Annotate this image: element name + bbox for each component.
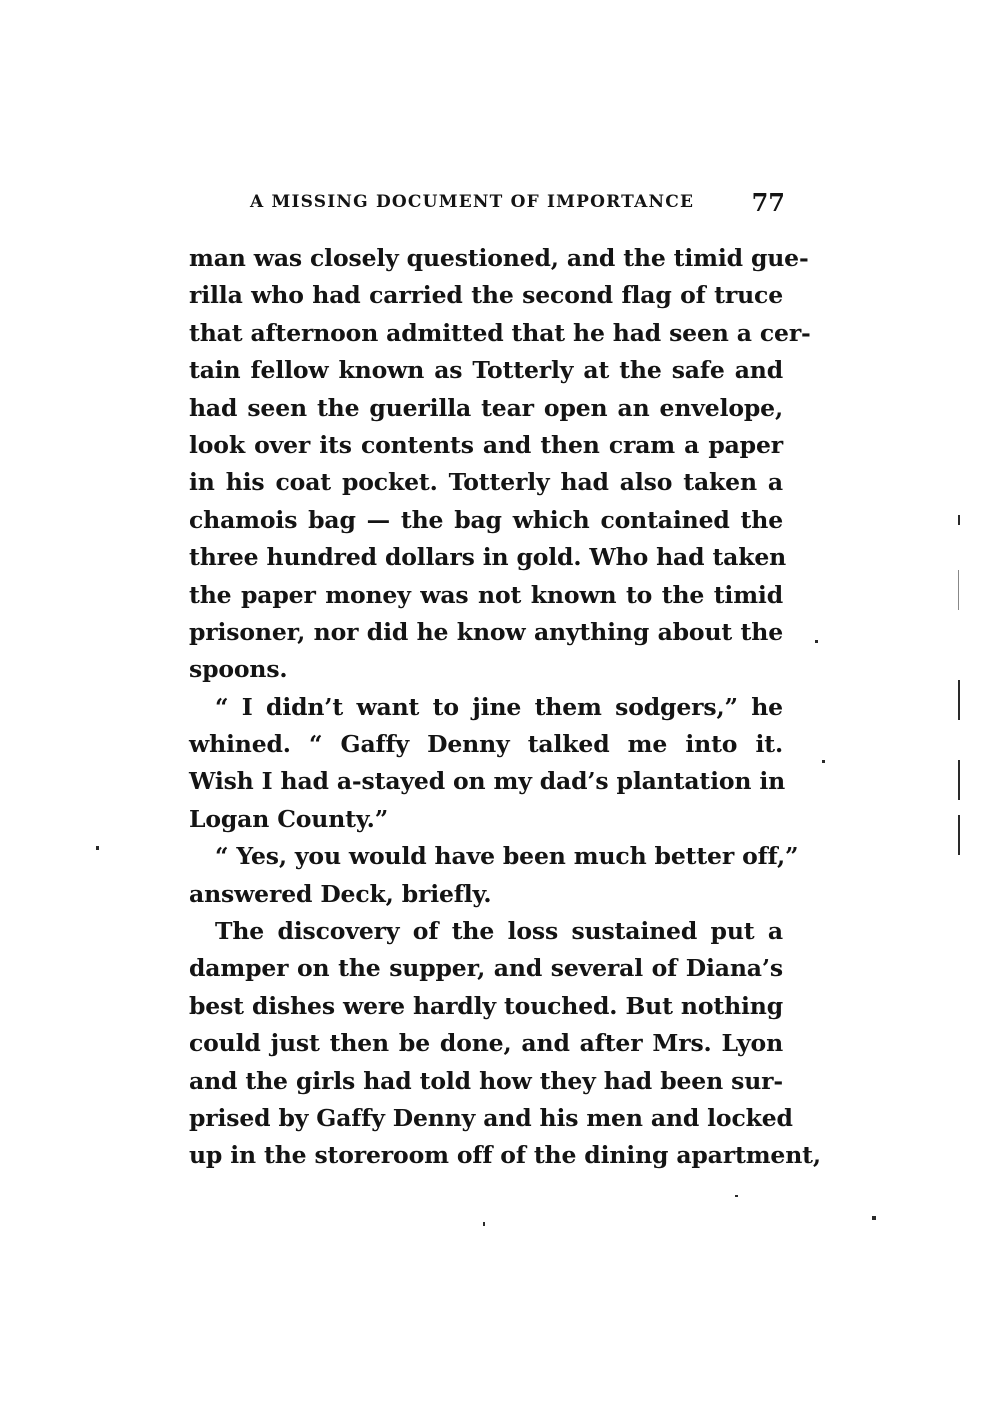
running-header <box>250 188 785 218</box>
running-title: A MISSING DOCUMENT OF IMPORTANCE <box>250 192 695 212</box>
text-line: chamois bag — the bag which contained the <box>189 505 783 534</box>
page-number: 77 <box>751 188 785 217</box>
text-line: three hundred dollars in gold. Who had taken <box>189 543 787 572</box>
text-line: look over its contents and then cram a paper <box>189 430 783 459</box>
text-line: whined. “ Gaffy Denny talked me into it. <box>189 730 783 759</box>
text-line: in his coat pocket. Totterly had also taken a <box>189 468 783 497</box>
text-line: could just then be done, and after Mrs. Lyon <box>189 1029 783 1058</box>
scan-speck <box>96 846 99 850</box>
text-line: had seen the guerilla tear open an envelope, <box>189 393 783 422</box>
scan-speck <box>958 680 960 720</box>
text-line: The discovery of the loss sustained put a <box>215 917 783 946</box>
text-line: “ Yes, you would have been much better off,” <box>215 842 799 871</box>
text-line: answered Deck, briefly. <box>189 879 492 908</box>
text-line: Logan County.” <box>189 804 389 833</box>
scan-speck <box>958 760 960 800</box>
text-line: Wish I had a-stayed on my dad’s plantation in <box>189 767 786 796</box>
scan-speck <box>815 640 818 643</box>
scan-speck <box>958 515 960 525</box>
text-line: that afternoon admitted that he had seen a cer- <box>189 318 811 347</box>
text-line: “ I didn’t want to jine them sodgers,” he <box>215 692 783 721</box>
text-line: and the girls had told how they had been sur- <box>189 1066 783 1095</box>
text-line: up in the storeroom off of the dining apartment, <box>189 1141 821 1170</box>
text-line: prised by Gaffy Denny and his men and locked <box>189 1103 793 1132</box>
scan-speck <box>822 760 825 763</box>
text-line: spoons. <box>189 655 288 684</box>
scan-speck <box>735 1195 738 1197</box>
scan-speck <box>483 1222 485 1226</box>
text-line: rilla who had carried the second flag of truce <box>189 281 783 310</box>
body-text <box>189 240 821 1175</box>
text-line: man was closely questioned, and the timid gue- <box>189 244 809 272</box>
text-line: best dishes were hardly touched. But nothing <box>189 991 783 1020</box>
scan-speck <box>872 1216 876 1220</box>
text-line: damper on the supper, and several of Diana’s <box>189 954 783 983</box>
scan-speck <box>958 570 959 610</box>
text-line: prisoner, nor did he know anything about the <box>189 617 783 646</box>
scan-speck <box>958 815 960 855</box>
text-line: the paper money was not known to the timid <box>189 580 783 609</box>
text-line: tain fellow known as Totterly at the safe and <box>189 356 783 385</box>
